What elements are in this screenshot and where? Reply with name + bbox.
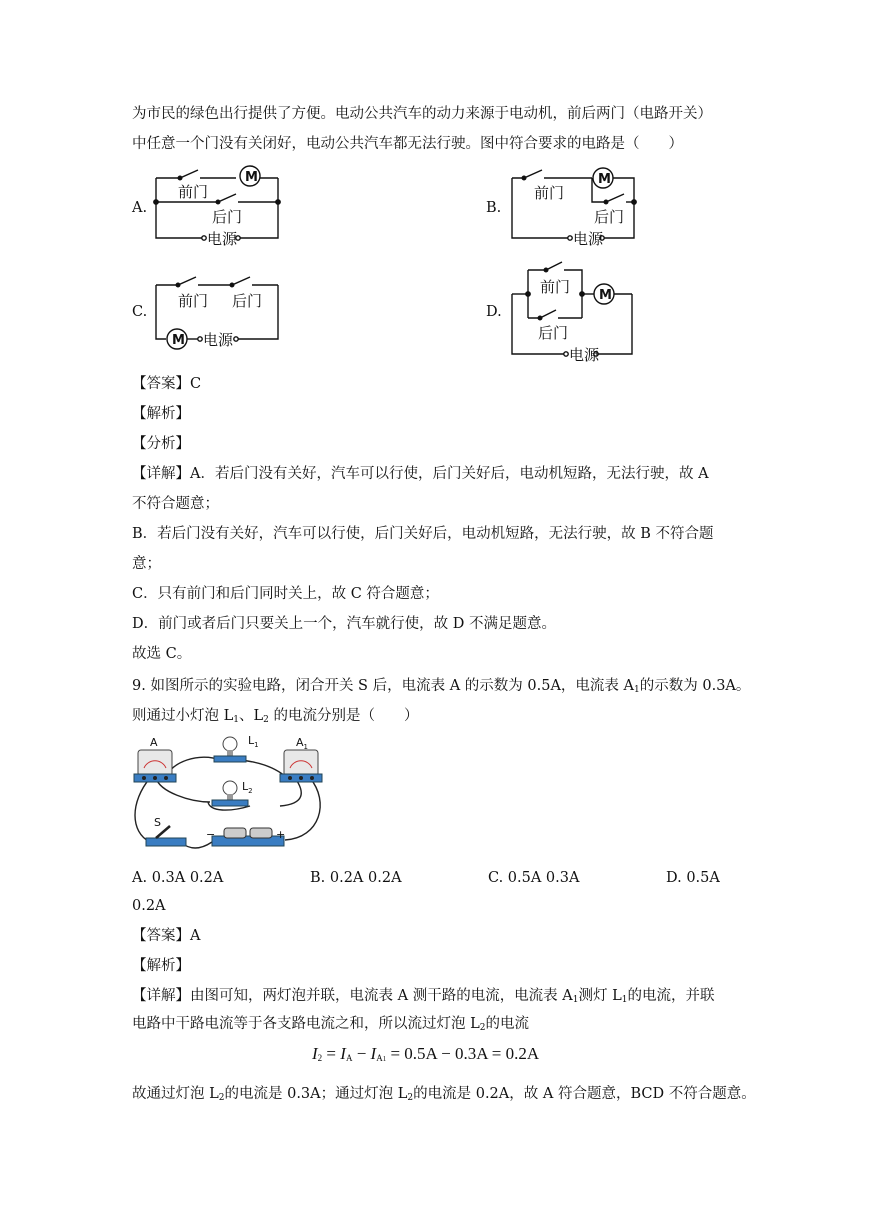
- q9-stem-line2: 则通过小灯泡 $L_1$、$L_2$ 的电流分别是（ ）: [132, 708, 419, 725]
- q8-detail-5: C．只有前门和后门同时关上，故 C 符合题意；: [132, 586, 439, 602]
- q8-answer: 【答案】C: [132, 376, 202, 392]
- q8-c-front-label: 前门: [178, 292, 209, 310]
- q9-experiment-diagram: [130, 732, 330, 862]
- battery-minus-label: −: [206, 828, 216, 841]
- q9-conclusion: 故通过灯泡 $L_2$的电流是 0.3A；通过灯泡 $L_2$的电流是 0.2A，故 A 符合题意，BCD 不符合题意。: [132, 1086, 756, 1103]
- battery-plus-label: +: [276, 828, 286, 841]
- q8-c-power-label: 电源: [203, 331, 234, 349]
- q8-a-front-label: 前门: [178, 183, 209, 201]
- q8-circuit-a: [150, 160, 290, 250]
- q9-option-d-continued: 0.2A: [132, 898, 166, 914]
- q8-circuit-b: [506, 160, 646, 250]
- ammeter-a-label: A: [150, 736, 158, 749]
- q8-circuit-c: [150, 265, 290, 355]
- q9-option-b: B. 0.2A 0.2A: [310, 870, 402, 886]
- q8-detail-6: D．前门或者后门只要关上一个，汽车就行使，故 D 不满足题意。: [132, 616, 556, 632]
- q9-stem-line1: 9. 如图所示的实验电路，闭合开关 S 后，电流表 A 的示数为 0.5A，电流表 $A_1$的示数为 0.3A。: [132, 678, 751, 695]
- q9-option-a: A. 0.3A 0.2A: [132, 870, 224, 886]
- q8-a-back-label: 后门: [212, 208, 243, 226]
- ammeter-a1: [280, 750, 322, 782]
- q8-c-motor-label: M: [172, 333, 185, 348]
- q8-option-c-label: C.: [132, 304, 148, 320]
- switch-s: [146, 826, 186, 846]
- q9-answer: 【答案】A: [132, 928, 201, 944]
- q8-detail-4: 意；: [132, 556, 161, 572]
- q9-option-c: C. 0.5A 0.3A: [488, 870, 580, 886]
- q8-b-front-label: 前门: [534, 184, 565, 202]
- q8-b-back-label: 后门: [594, 208, 625, 226]
- q9-formula: $I_2 = I_A - I_{A1} = 0.5A - 0.3A = 0.2A$: [312, 1044, 540, 1063]
- q8-circuit-d: [506, 258, 646, 362]
- ammeter-a: [134, 750, 176, 782]
- q8-d-front-label: 前门: [540, 278, 571, 296]
- lamp-l2-label: $L_2$: [242, 780, 253, 795]
- q8-b-power-label: 电源: [573, 230, 604, 248]
- q9-jiexi: 【解析】: [132, 958, 190, 974]
- q8-d-motor-label: M: [599, 288, 612, 303]
- q8-a-power-label: 电源: [207, 230, 238, 248]
- q8-d-back-label: 后门: [538, 324, 569, 342]
- ammeter-a1-label: $A_1$: [296, 736, 308, 751]
- q8-detail-3: B．若后门没有关好，汽车可以行使，后门关好后，电动机短路，无法行驶，故 B 不符合题: [132, 526, 714, 542]
- q8-stem-line2: 中任意一个门没有关闭好，电动公共汽车都无法行驶。图中符合要求的电路是（ ）: [132, 136, 683, 152]
- q8-option-a-label: A.: [132, 200, 148, 216]
- q8-c-back-label: 后门: [232, 292, 263, 310]
- q9-detail-line2: 电路中干路电流等于各支路电流之和，所以流过灯泡 $L_2$的电流: [132, 1016, 529, 1033]
- q8-option-d-label: D.: [486, 304, 502, 320]
- q8-stem-line1: 为市民的绿色出行提供了方便。电动公共汽车的动力来源于电动机，前后两门（电路开关）: [132, 106, 712, 122]
- q8-detail-1: 【详解】A．若后门没有关好，汽车可以行使，后门关好后，电动机短路，无法行驶，故 A: [132, 466, 709, 482]
- q8-a-motor-label: M: [245, 170, 258, 185]
- q8-fenxi: 【分析】: [132, 436, 190, 452]
- lamp-l1: [214, 737, 246, 762]
- q8-conclusion: 故选 C。: [132, 646, 192, 662]
- q9-option-d: D. 0.5A: [666, 870, 720, 886]
- q8-d-power-label: 电源: [569, 346, 600, 364]
- q8-b-motor-label: M: [598, 172, 611, 187]
- q8-detail-2: 不符合题意；: [132, 496, 219, 512]
- q9-detail-line1: 【详解】由图可知，两灯泡并联，电流表 A 测干路的电流，电流表 $A_1$测灯 $L_1$的电流，并联: [132, 988, 715, 1005]
- switch-s-label: S: [154, 816, 161, 829]
- q8-jiexi: 【解析】: [132, 406, 190, 422]
- q8-option-b-label: B.: [486, 200, 502, 216]
- battery: [212, 828, 284, 846]
- lamp-l1-label: $L_1$: [248, 734, 259, 749]
